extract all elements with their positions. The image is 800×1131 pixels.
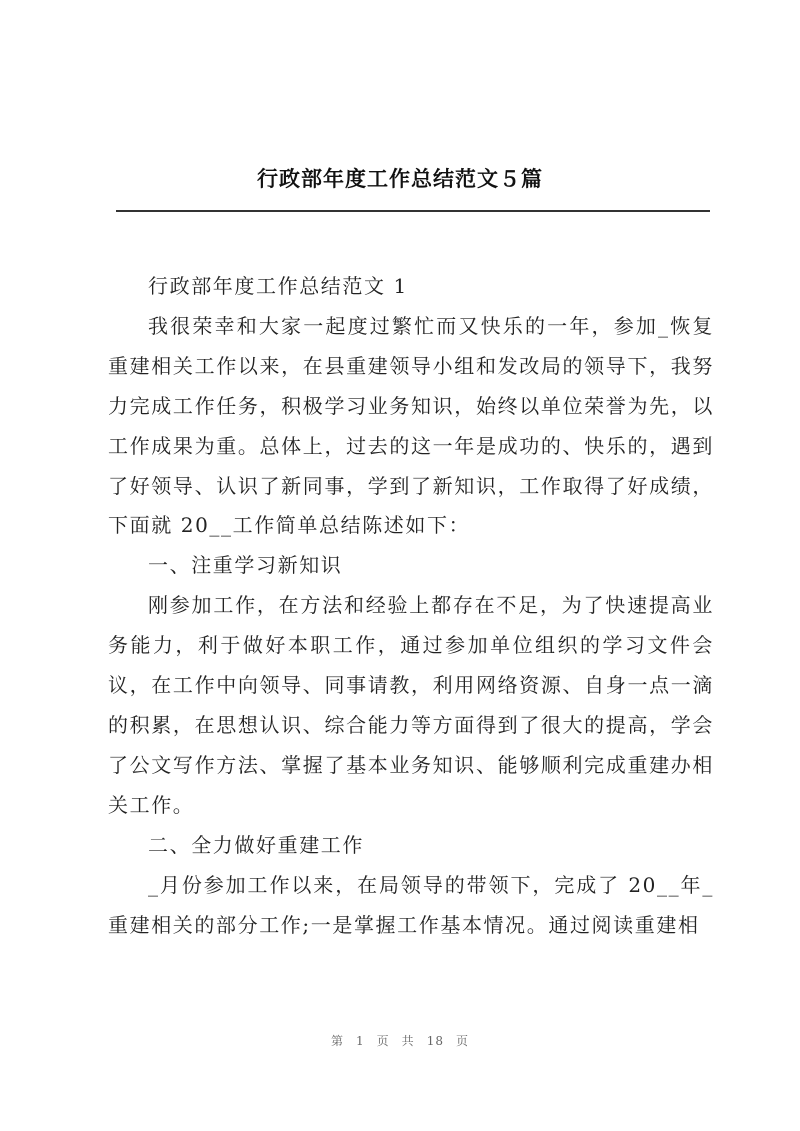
section-heading: 行政部年度工作总结范文 1 [148,274,408,298]
footer-total-label: 共 [401,1034,415,1048]
footer-total-pages: 18 [426,1034,444,1048]
footer-page-number: 1 [356,1034,365,1048]
footer-total-word: 页 [455,1034,469,1048]
footer-page-word: 页 [376,1034,390,1048]
document-body [108,267,714,945]
document-title: 行政部年度工作总结范文５篇 [257,166,543,191]
title-underline [116,210,710,212]
page-footer [0,1032,800,1049]
subsection-heading: 一、注重学习新知识 [148,553,343,578]
footer-page-label: 第 [331,1034,345,1048]
body-paragraph: 刚参加工作，在方法和经验上都存在不足，为了快速提高业务能力，利于做好本职工作，通过参加单位组织的学习文件会议，在工作中向领导、同事请教，利用网络资源、自身一点一滴的积累，在思想认识、综合能力等方面得到了很大的提高，学会了公文写作方法、掌握了基本业务知识、能够顺利完成重建办相关工作。 [108,593,714,817]
body-paragraph: 我很荣幸和大家一起度过繁忙而又快乐的一年，参加_恢复重建相关工作以来，在县重建领导小组和发改局的领导下，我努力完成工作任务，积极学习业务知识，始终以单位荣誉为先，以工作成果为重。总体上，过去的这一年是成功的、快乐的，遇到了好领导、认识了新同事，学到了新知识，工作取得了好成绩，下面就 20__工作简单总结陈述如下： [108,313,714,538]
subsection-heading: 二、全力做好重建工作 [148,832,364,857]
body-paragraph: _月份参加工作以来，在局领导的带领下，完成了 20__年_重建相关的部分工作;一是掌握工作基本情况。通过阅读重建相 [108,872,714,937]
